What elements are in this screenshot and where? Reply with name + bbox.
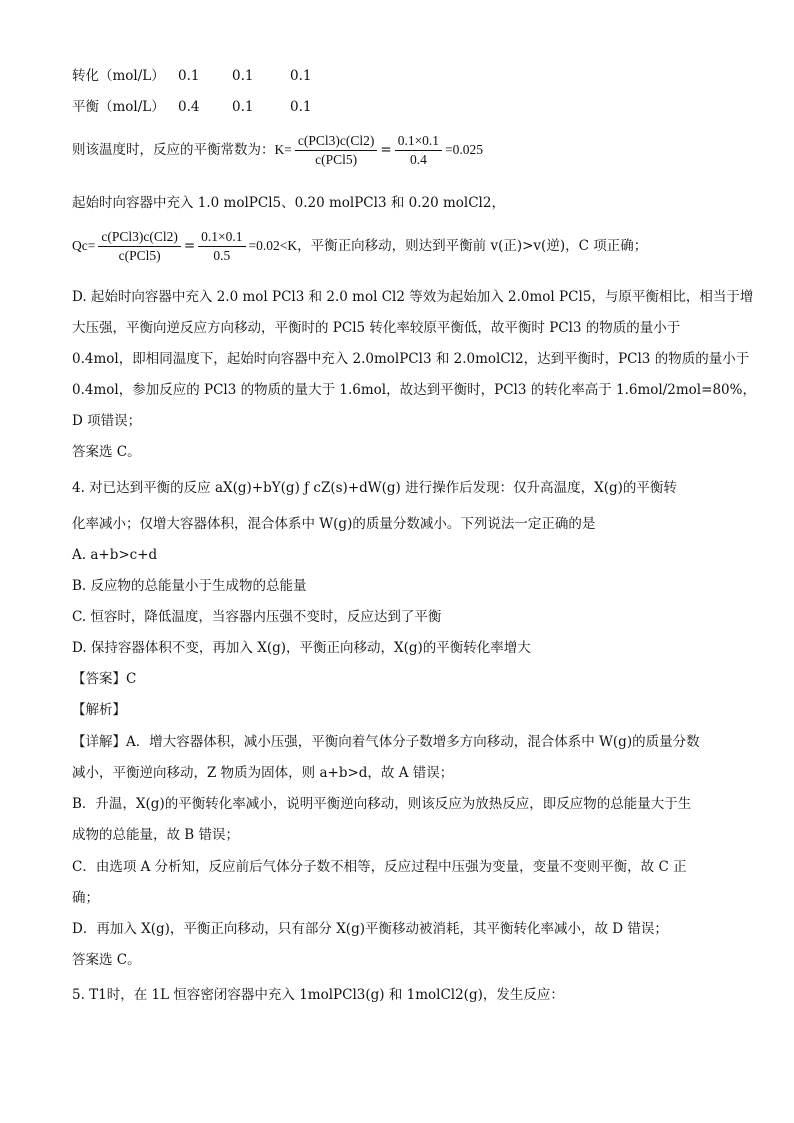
paragraph-line: 0.4mol，参加反应的 PCl3 的物质的量大于 1.6mol，故达到平衡时，PCl3 的转化率高于 1.6mol/2mol=80%，: [72, 382, 756, 398]
option-a: A. a+b>c+d: [72, 547, 158, 563]
paragraph-line: D. 起始时向容器中充入 2.0 mol PCl3 和 2.0 mol Cl2 等效为起始加入 2.0mol PCl5，与原平衡相比，相当于增: [72, 289, 754, 305]
option-d: D. 保持容器体积不变，再加入 X(g)，平衡正向移动，X(g)的平衡转化率增大: [72, 640, 531, 656]
row-label: 平衡（mol/L）: [72, 99, 165, 115]
cell: 0.1: [290, 68, 312, 84]
paragraph-line: 大压强，平衡向逆反应方向移动，平衡时的 PCl5 转化率较原平衡低，故平衡时 PCl3 的物质的量小于: [72, 320, 681, 336]
k-lhs: K=: [274, 142, 292, 157]
q-expression-line: Qc= $\frac{\text{c(PCl3)c(Cl2)}}{\text{c(PCl5)}}$ = $\frac{0.1\times 0.1}{0.5}$ =0.02<K，平衡正向移动，则达到平衡前 v(正)>v(逆)，C 项正确；: [72, 229, 648, 263]
start-condition-line: 起始时向容器中充入 1.0 molPCl5、0.20 molPCl3 和 0.20 molCl2，: [72, 195, 505, 211]
cell: 0.1: [178, 68, 200, 84]
k-expression-line: 则该温度时，反应的平衡常数为：K= $\frac{\text{c(PCl3)c(Cl2)}}{\text{c(PCl5)}}$ = $\frac{0.1\times 0.1}{0.4}$ =0.025: [72, 133, 484, 167]
cell: 0.1: [290, 99, 312, 115]
row-label: 转化（mol/L）: [72, 68, 165, 84]
q-result: =0.02<K: [248, 238, 298, 253]
detail-line: D．再加入 X(g)，平衡正向移动，只有部分 X(g)平衡移动被消耗，其平衡转化率减小，故 D 错误；: [72, 921, 668, 937]
fraction: [295, 132, 378, 169]
question-4-stem: 化率减小；仅增大容器体积，混合体系中 W(g)的质量分数减小。下列说法一定正确的是: [72, 516, 596, 532]
numerator: c(PCl3)c(Cl2): [295, 132, 378, 151]
denominator: 0.4: [409, 152, 427, 167]
detail-line: 成物的总能量，故 B 错误；: [72, 827, 240, 843]
detail-line: 【详解】A．增大容器体积，减小压强，平衡向着气体分子数增多方向移动，混合体系中 W(g)的质量分数: [72, 734, 700, 750]
detail-line: 答案选 C。: [72, 952, 141, 968]
denominator: 0.5: [213, 248, 231, 263]
paragraph-line: 0.4mol，即相同温度下，起始时向容器中充入 2.0molPCl3 和 2.0molCl2，达到平衡时，PCl3 的物质的量小于: [72, 351, 750, 367]
k-result: =0.025: [445, 142, 484, 157]
fraction: [395, 132, 442, 169]
detail-line: C．由选项 A 分析知，反应前后气体分子数不相等，反应过程中压强为变量，变量不变则平衡，故 C 正: [72, 859, 687, 875]
question-4-stem: 4. 对已达到平衡的反应 aX(g)+bY(g) ƒ cZ(s)+dW(g) 进行操作后发现：仅升高温度，X(g)的平衡转: [72, 480, 677, 496]
paragraph-line: D 项错误；: [72, 413, 142, 429]
cell: 0.1: [232, 68, 254, 84]
option-b: B. 反应物的总能量小于生成物的总能量: [72, 578, 307, 594]
fraction: [198, 228, 245, 265]
cell: 0.4: [178, 99, 200, 115]
numerator: 0.1×0.1: [198, 228, 245, 247]
q-lhs: Qc=: [72, 238, 96, 253]
table-row-equilibrium: [72, 97, 311, 117]
numerator: c(PCl3)c(Cl2): [98, 228, 181, 247]
denominator: c(PCl5): [118, 248, 161, 263]
answer-line: 答案选 C。: [72, 444, 141, 460]
answer-label: 【答案】C: [72, 671, 137, 687]
analysis-label: 【解析】: [72, 702, 126, 718]
q-suffix: ，平衡正向移动，则达到平衡前 v(正)>v(逆)，C 项正确；: [297, 238, 648, 254]
fraction: [98, 228, 181, 265]
option-c: C. 恒容时，降低温度，当容器内压强不变时，反应达到了平衡: [72, 609, 442, 625]
detail-line: 确；: [72, 890, 99, 906]
numerator: 0.1×0.1: [395, 132, 442, 151]
detail-line: B．升温，X(g)的平衡转化率减小，说明平衡逆向移动，则该反应为放热反应，即反应物的总能量大于生: [72, 796, 692, 812]
cell: 0.1: [232, 99, 254, 115]
detail-line: 减小，平衡逆向移动，Z 物质为固体，则 a+b>d，故 A 错误；: [72, 765, 454, 781]
table-row-conversion: [72, 66, 311, 86]
denominator: c(PCl5): [315, 152, 358, 167]
k-prefix: 则该温度时，反应的平衡常数为：: [72, 142, 275, 158]
question-5-stem: 5. T1时，在 1L 恒容密闭容器中充入 1molPCl3(g) 和 1molCl2(g)，发生反应：: [72, 987, 564, 1003]
